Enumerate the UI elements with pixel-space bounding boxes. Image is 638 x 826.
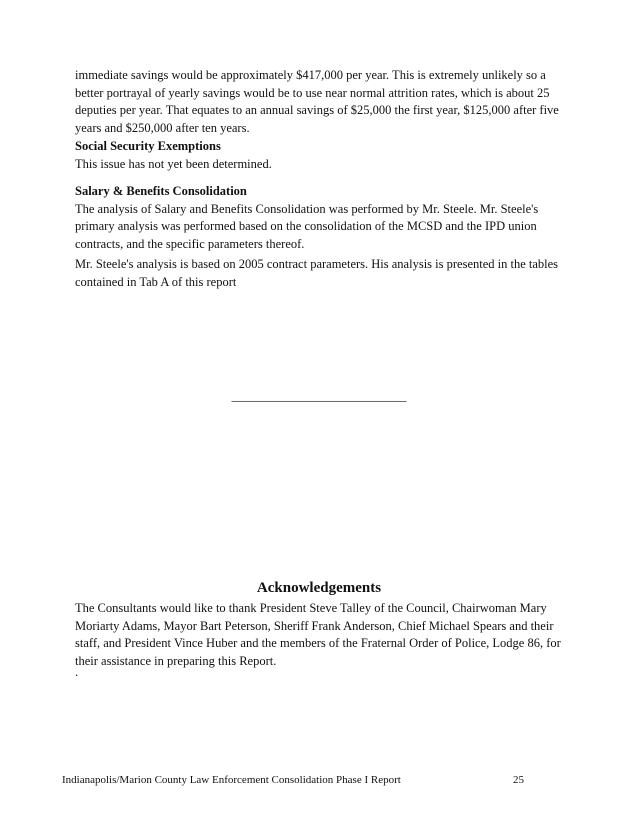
acknowledgements-title: Acknowledgements bbox=[256, 580, 382, 596]
social-security-section bbox=[75, 138, 575, 173]
salary-heading: Salary & Benefits Consolidation bbox=[75, 184, 247, 198]
acknowledgements-text: The Consultants would like to thank President Steve Talley of the Council, Chairwoman Mary Moriarty Adams, Mayor Bart Peterson, Sheriff Frank Anderson, Chief Michael Spears and their staff, and President Vince Huber and the members of the Fraternal Order of Police, Lodge 86, for their assistance in preparing this Report. bbox=[75, 601, 561, 668]
salary-section bbox=[75, 183, 575, 253]
social-security-heading: Social Security Exemptions bbox=[75, 139, 221, 153]
separator-line: ____________________________ bbox=[231, 389, 407, 403]
page-number: 25 bbox=[513, 774, 524, 786]
savings-paragraph: immediate savings would be approximately $417,000 per year. This is extremely unlikely so a better portrayal of yearly savings would be to use near normal attrition rates, which is about 25 deputies per year. That equates to an annual savings of $25,000 the first year, $125,000 after five years and $250,000 after ten years. bbox=[75, 68, 559, 135]
salary-text: The analysis of Salary and Benefits Consolidation was performed by Mr. Steele. Mr. Steele's primary analysis was performed based on the consolidation of the MCSD and the IPD union contracts, and the specific parameters thereof. bbox=[75, 201, 539, 251]
footer-report-title: Indianapolis/Marion County Law Enforcement Consolidation Phase I Report bbox=[62, 774, 401, 786]
social-security-text: This issue has not yet been determined. bbox=[75, 156, 272, 171]
trailing-period: . bbox=[75, 665, 79, 679]
steele-paragraph: Mr. Steele's analysis is based on 2005 contract parameters. His analysis is presented in the tables contained in Tab A of this report bbox=[75, 257, 559, 289]
